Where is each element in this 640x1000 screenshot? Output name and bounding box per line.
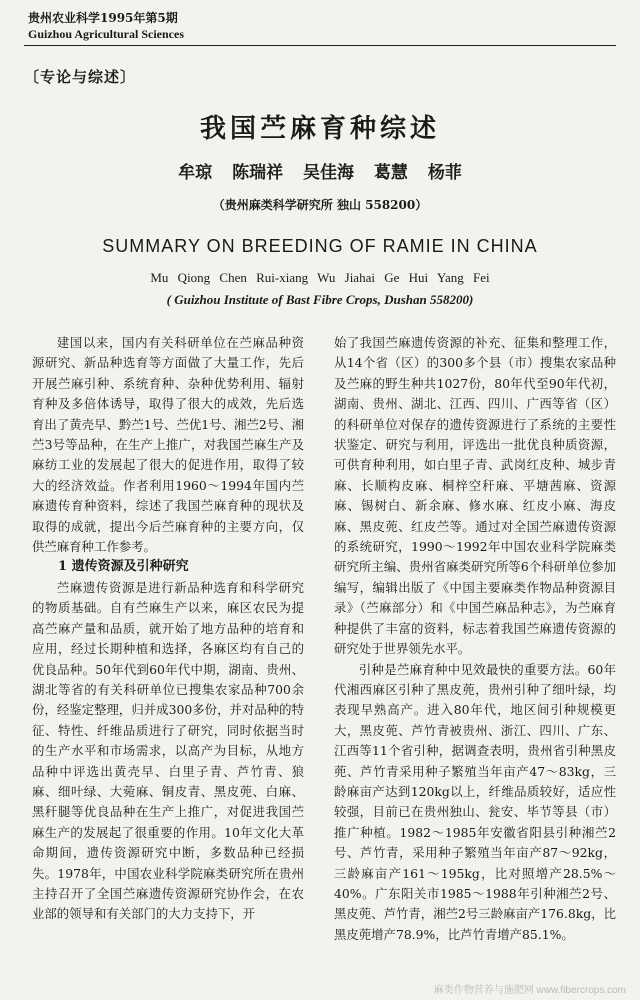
body-paragraph: 苎麻遗传资源是进行新品种选育和科学研究的物质基础。自有苎麻生产以来，麻区农民为提高苎麻产量和品质，就开始了地方品种的培育和应用，经过长期种植和选择，各麻区均有自己的优良品种。50年代到60年代中期，湖南、贵州、湖北等省的有关科研单位已搜集农家品种700余份，经鉴定整理，归并成300多份，并对品种的特征、特性、纤维品质进行了研究，同时依据当时的生产水平和市场需求，以高产为目标，从地方品种中评选出黄壳早、白里子青、芦竹青、狼麻、细叶绿、大菀麻、铜皮青、黑皮蔸、白麻、黑秆腿等优良品种在生产上推广，对促进我国苎麻生产的发展起了很重要的作用。10年文化大革命期间，遗传资源研究中断，多数品种已经损失。1978年，中国农业科学院麻类研究所在贵州主持召开了全国苎麻遗传资源研究协作会，在农业部的领导和有关部门的大力支持下，开 (32, 579, 304, 922)
affiliation-en: ( Guizhou Institute of Bast Fibre Crops, Dushan 558200) (166, 292, 474, 307)
abstract-paragraph: 建国以来，国内有关科研单位在苎麻品种资源研究、新品种选育等方面做了大量工作，先后开展苎麻引种、系统育种、杂种优势利用、辐射育种及多倍体诱导，取得了很大的成效，先后选育出了黄壳早、黔苎1号、苎优1号、湘苎2号、湘苎3号等品种，在生产上推广，对我国苎麻生产及麻纺工业的发展起了很大的促进作用，取得了较大的经济效益。作者利用1960～1994年国内苎麻遗传育种资料，综述了我国苎麻育种的现状及取得的成就，提出今后苎麻育种的主要方向，仅供苎麻育种工作参考。 (32, 335, 304, 555)
journal-name-en: Guizhou Agricultural Sciences (28, 27, 184, 41)
right-column (334, 333, 616, 945)
site-watermark: 麻类作物营养与施肥网 www.fibercrops.com (433, 985, 626, 996)
authors-cn: 牟琼 陈瑞祥 吴佳海 葛慧 杨菲 (178, 163, 462, 183)
body-paragraph: 引种是苎麻育种中见效最快的重要方法。60年代湘西麻区引种了黑皮蔸，贵州引种了细叶绿，均表现早熟高产。进入80年代，地区间引种规模更大，黑皮蔸、芦竹青被贵州、浙江、四川、广东、江西等11个省引种，据调查表明，贵州省引种黑皮蔸、芦竹青采用种子繁殖当年亩产47～83kg，三龄麻亩产达到120kg以上，纤维品质较好，适应性较强，目前已在贵州独山、瓮安、毕节等县（市）推广种植。1982～1985年安徽省阳县引种湘苎2号、芦竹青，采用种子繁殖当年亩产87～92kg，三龄麻亩产161～195kg，比对照增产28.5%～40%。广东阳关市1985～1988年引种湘苎2号、黑皮蔸、芦竹青，湘苎2号三龄麻亩产176.8kg，比黑皮蔸增产78.9%，比芦竹青增产85.1%。 (334, 661, 616, 942)
authors-en: Mu Qiong Chen Rui-xiang Wu Jiahai Ge Hui Yang Fei (150, 270, 490, 285)
header-rule (24, 45, 616, 46)
body-paragraph-continued: 始了我国苎麻遗传资源的补充、征集和整理工作，从14个省（区）的300多个县（市）搜集农家品种及苎麻的野生种共1027份，80年代至90年代初，湖南、贵州、湖北、江西、四川、广西等省（区）的科研单位对保存的遗传资源进行了系统的主要性状鉴定、研究与利用，评选出一批优良种质资源，可供育种利用，如白里子青、武岗红皮种、城步青麻、长顺构皮麻、桐梓空秆麻、平塘茜麻、资源麻、锡树白、新余麻、修水麻、红皮小麻、海皮麻、黑皮蔸、红皮苎等。通过对全国苎麻遗传资源的系统研究，1990～1992年中国农业科学院麻类研究所主编、贵州省麻类研究所等6个科研单位参加编写，编辑出版了《中国主要麻类作物品种资源目录》（苎麻部分）和《中国苎麻品种志》，为苎麻育种提供了丰富的资料，标志着我国苎麻遗传资源的研究处于世界领先水平。 (334, 335, 616, 657)
section-heading: 1 遗传资源及引种研究 (58, 559, 189, 575)
journal-header (28, 10, 184, 42)
paper-title-cn: 我国苎麻育种综述 (199, 114, 440, 144)
journal-name-cn: 贵州农业科学1995年第5期 (28, 11, 178, 25)
column-tag: 〔专论与综述〕 (24, 68, 137, 86)
paper-title-en: SUMMARY ON BREEDING OF RAMIE IN CHINA (102, 236, 538, 256)
affiliation-cn: （贵州麻类科学研究所 独山 558200） (212, 198, 428, 212)
left-column (32, 333, 304, 925)
